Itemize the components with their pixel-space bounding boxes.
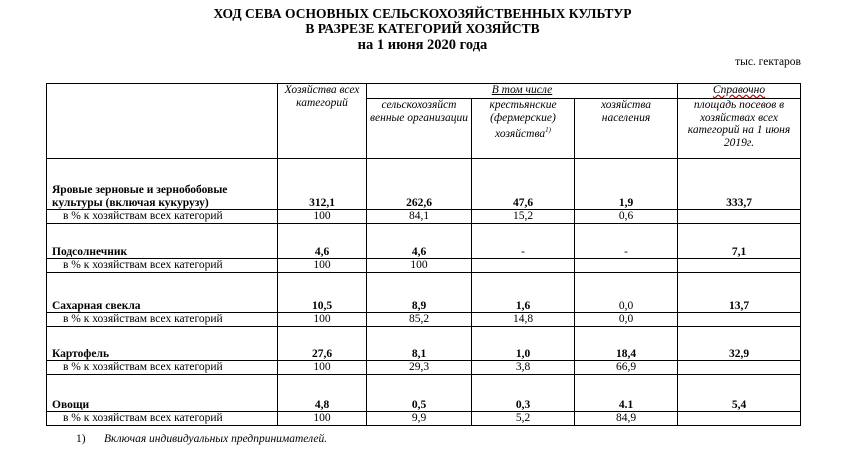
pct-farms: 15,2 [472, 210, 575, 224]
header-blank [47, 84, 278, 159]
value-agri-orgs: 0,5 [367, 375, 472, 412]
value-reference: 333,7 [678, 159, 801, 210]
value-households: 18,4 [575, 327, 678, 361]
header-reference-word: Справочно [678, 84, 801, 99]
header-including: В том числе [367, 84, 678, 99]
pct-agri-orgs: 84,1 [367, 210, 472, 224]
pct-label: в % к хозяйствам всех категорий [47, 313, 278, 327]
footnote [76, 433, 327, 445]
title-line-2: В РАЗРЕЗЕ КАТЕГОРИЙ ХОЗЯЙСТВ [305, 21, 540, 36]
value-all: 312,1 [278, 159, 367, 210]
pct-label: в % к хозяйствам всех категорий [47, 412, 278, 426]
pct-households: 0,0 [575, 313, 678, 327]
pct-all: 100 [278, 210, 367, 224]
header-farms: крестьянские (фермерские) хозяйства$^{1)}$ [472, 99, 575, 159]
pct-all: 100 [278, 361, 367, 375]
value-households: 4.1 [575, 375, 678, 412]
value-agri-orgs: 8,1 [367, 327, 472, 361]
pct-households: 0,6 [575, 210, 678, 224]
value-reference: 5,4 [678, 375, 801, 412]
value-farms: 1,0 [472, 327, 575, 361]
title-line-3: на 1 июня 2020 года [357, 37, 488, 53]
crop-name: Овощи [47, 375, 278, 412]
pct-farms [472, 259, 575, 273]
value-households: 1,9 [575, 159, 678, 210]
title-line-1: ХОД СЕВА ОСНОВНЫХ СЕЛЬСКОХОЗЯЙСТВЕННЫХ КУЛЬТУР [213, 6, 632, 21]
value-farms: 47,6 [472, 159, 575, 210]
crop-name: Подсолнечник [47, 224, 278, 259]
value-farms: - [472, 224, 575, 259]
pct-agri-orgs: 100 [367, 259, 472, 273]
pct-agri-orgs: 9,9 [367, 412, 472, 426]
pct-all: 100 [278, 313, 367, 327]
value-agri-orgs: 4,6 [367, 224, 472, 259]
value-agri-orgs: 8,9 [367, 273, 472, 313]
units-label: тыс. гектаров [735, 56, 801, 68]
value-all: 4,6 [278, 224, 367, 259]
pct-households: 84,9 [575, 412, 678, 426]
header-all-categories: Хозяйства всех категорий [278, 84, 367, 159]
pct-label: в % к хозяйствам всех категорий [47, 259, 278, 273]
pct-farms: 3,8 [472, 361, 575, 375]
pct-reference [678, 361, 801, 375]
pct-households [575, 259, 678, 273]
footnote-number: 1) [76, 433, 86, 445]
header-agri-orgs: сельскохозяйст венные организации [367, 99, 472, 159]
pct-all: 100 [278, 412, 367, 426]
footnote-text: Включая индивидуальных предпринимателей. [104, 433, 328, 445]
value-farms: 0,3 [472, 375, 575, 412]
pct-farms: 14,8 [472, 313, 575, 327]
value-reference: 13,7 [678, 273, 801, 313]
value-all: 27,6 [278, 327, 367, 361]
pct-label: в % к хозяйствам всех категорий [47, 210, 278, 224]
crop-name: Картофель [47, 327, 278, 361]
pct-households: 66,9 [575, 361, 678, 375]
value-farms: 1,6 [472, 273, 575, 313]
pct-reference [678, 412, 801, 426]
crop-name: Сахарная свекла [47, 273, 278, 313]
header-reference-text: площадь посевов в хозяйствах всех категорий на 1 июня 2019г. [678, 99, 801, 159]
pct-reference [678, 313, 801, 327]
crop-name: Яровые зерновые и зернобобовые культуры (включая кукурузу) [47, 159, 278, 210]
value-reference: 7,1 [678, 224, 801, 259]
pct-all: 100 [278, 259, 367, 273]
value-all: 10,5 [278, 273, 367, 313]
value-reference: 32,9 [678, 327, 801, 361]
pct-label: в % к хозяйствам всех категорий [47, 361, 278, 375]
value-all: 4,8 [278, 375, 367, 412]
header-households: хозяйства населения [575, 99, 678, 159]
pct-agri-orgs: 29,3 [367, 361, 472, 375]
footnote-marker: 1) [545, 126, 551, 134]
pct-reference [678, 210, 801, 224]
pct-farms: 5,2 [472, 412, 575, 426]
value-agri-orgs: 262,6 [367, 159, 472, 210]
value-households: - [575, 224, 678, 259]
pct-agri-orgs: 85,2 [367, 313, 472, 327]
pct-reference [678, 259, 801, 273]
value-households: 0,0 [575, 273, 678, 313]
sowing-table [46, 83, 801, 426]
